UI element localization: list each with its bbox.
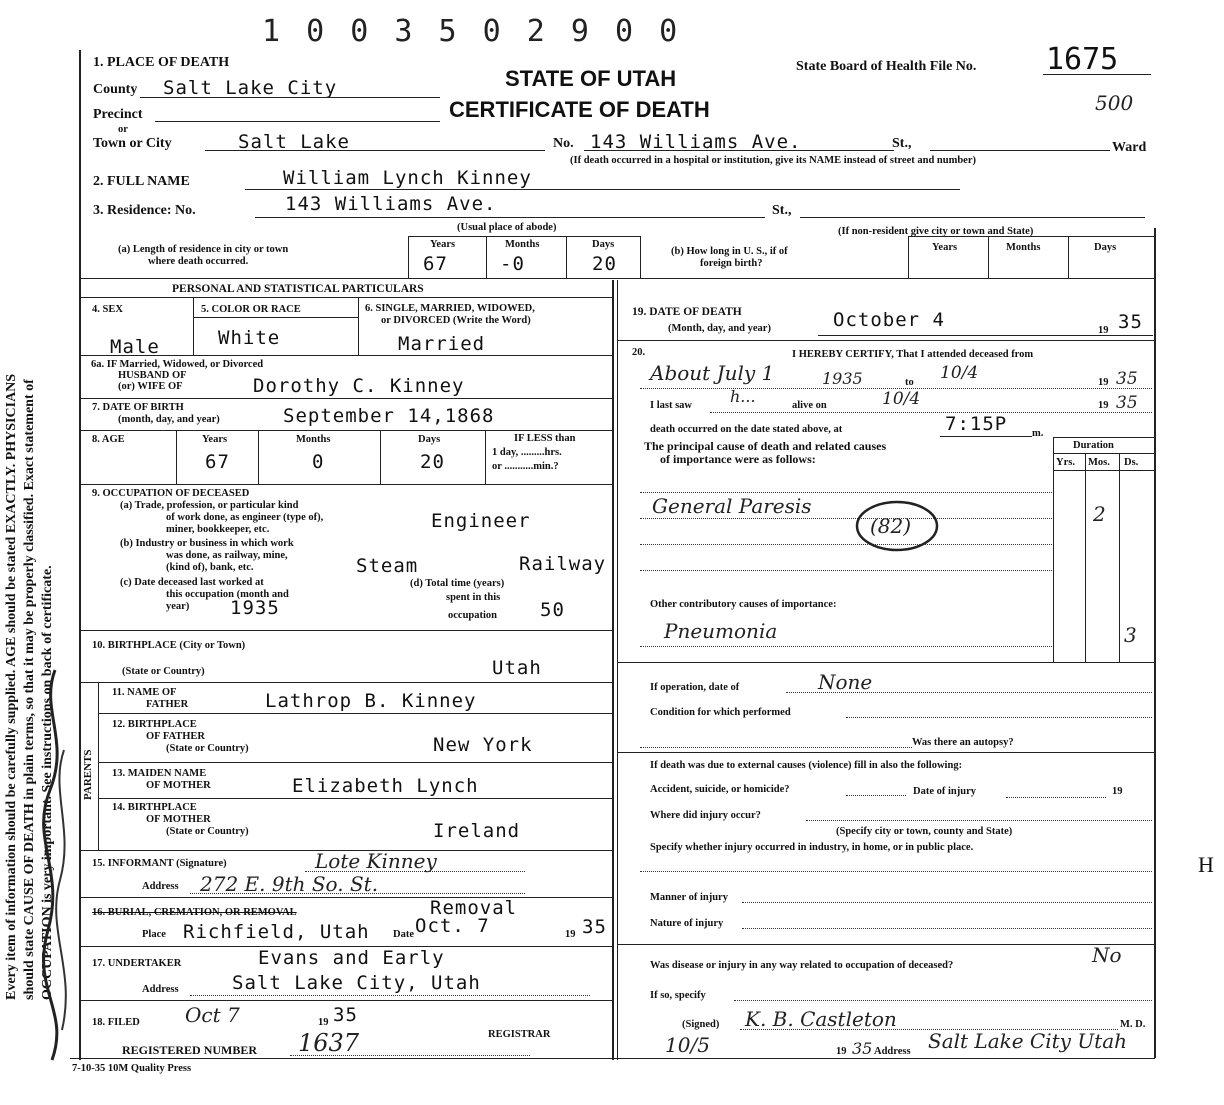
md-label: M. D. [1120, 1019, 1146, 1030]
residence-value: 143 Williams Ave. [285, 193, 497, 215]
parents-label: PARENTS [82, 749, 94, 800]
age-days-header: Days [418, 434, 441, 445]
cause-code: (82) [870, 514, 912, 538]
cert-text: I HEREBY CERTIFY, That I attended deceased from [792, 349, 1034, 360]
other-days: 3 [1124, 623, 1137, 647]
last-worked-value: 1935 [230, 597, 280, 619]
sex-value: Male [110, 336, 160, 358]
mbirth-label-c: (State or Country) [166, 826, 249, 837]
marital-label-a: 6. SINGLE, MARRIED, WIDOWED, [365, 303, 535, 314]
to-label: to [905, 377, 914, 388]
less-label-c: or ...........min.? [492, 461, 559, 472]
sidebar-instructions-1: Every item of information should be carefully supplied. AGE should be stated EXACTLY. PHYSICIANS [4, 373, 19, 1000]
title-certificate: CERTIFICATE OF DEATH [449, 97, 710, 122]
mother-value: Elizabeth Lynch [292, 775, 479, 797]
occ-c2: this occupation (month and [166, 589, 289, 600]
death-year-value: 35 [1118, 311, 1143, 333]
age-days: 20 [420, 451, 445, 473]
informant-signature: Lote Kinney [315, 849, 437, 873]
industry-a: Steam [356, 555, 419, 577]
occ-a3: miner, bookkeeper, etc. [166, 524, 270, 535]
cert-no: 20. [632, 347, 646, 358]
residence-label: 3. Residence: No. [93, 203, 196, 218]
spouse-label-b: HUSBAND OF [118, 370, 187, 381]
last-saw-value: h... [730, 387, 756, 406]
us-label-a: (b) How long in U. S., if of [671, 246, 788, 257]
full-name-label: 2. FULL NAME [93, 174, 190, 189]
occupation-value: Engineer [431, 510, 531, 532]
signed-label: (Signed) [682, 1019, 720, 1030]
res-months-header: Months [505, 239, 540, 250]
spouse-value: Dorothy C. Kinney [253, 375, 465, 397]
nature-label: Nature of injury [650, 918, 724, 929]
file-label: State Board of Health File No. [796, 59, 977, 74]
res-years: 67 [423, 253, 448, 275]
dob-value: September 14,1868 [283, 405, 495, 427]
occ-b1: (b) Industry or business in which work [120, 538, 294, 549]
external-label: If death was due to external causes (violence) fill in also the following: [650, 760, 963, 771]
occ-b2: was done, as railway, mine, [166, 550, 288, 561]
m-label: m. [1032, 428, 1044, 439]
occ-c1: (c) Date deceased last worked at [120, 577, 264, 588]
operation-label: If operation, date of [650, 682, 740, 693]
age-label: 8. AGE [92, 434, 125, 445]
undertaker-value: Evans and Early [258, 947, 445, 969]
informant-address: 272 E. 9th So. St. [200, 872, 379, 896]
to-year: 35 [1116, 369, 1138, 389]
margin-h: H [1198, 852, 1214, 877]
operation-value: None [818, 670, 873, 694]
signed-year-prefix: 19 [836, 1046, 847, 1057]
related-label: Was disease or injury in any way related to occupation of deceased? [650, 960, 954, 971]
undertaker-address-value: Salt Lake City, Utah [232, 972, 481, 994]
spouse-label-c: (or) WIFE OF [118, 381, 183, 392]
occ-d2: spent in this [446, 592, 501, 603]
undertaker-label: 17. UNDERTAKER [92, 958, 182, 969]
doctor-address: Salt Lake City Utah [928, 1029, 1128, 1053]
color-label: 5. COLOR OR RACE [201, 304, 301, 315]
dod-label-b: (Month, day, and year) [668, 323, 771, 334]
attended-from: About July 1 [650, 361, 775, 385]
burial-value: Removal [430, 897, 518, 919]
nonresident-note: (If non-resident give city or town and State) [838, 226, 1034, 237]
full-name-value: William Lynch Kinney [283, 167, 532, 189]
registered-number-label: REGISTERED NUMBER [122, 1043, 258, 1057]
occ-b3: (kind of), bank, etc. [166, 562, 254, 573]
duration-header: Duration [1073, 440, 1114, 451]
occupation-label: 9. OCCUPATION OF DECEASED [92, 488, 250, 499]
condition-label: Condition for which performed [650, 707, 791, 718]
personal-section-title: PERSONAL AND STATISTICAL PARTICULARS [172, 283, 424, 295]
file-number: 1675 [1046, 42, 1119, 77]
birthplace-label-a: 10. BIRTHPLACE (City or Town) [92, 640, 246, 651]
total-time-value: 50 [540, 599, 565, 621]
title-state: STATE OF UTAH [505, 66, 677, 91]
res-months: -0 [500, 253, 525, 275]
county-label: County [93, 82, 138, 97]
mother-label-a: 13. MAIDEN NAME [112, 768, 207, 779]
physician-signature: K. B. Castleton [745, 1007, 897, 1031]
fbirth-label-b: OF FATHER [146, 731, 206, 742]
burial-place-label: Place [142, 929, 166, 940]
cause-label-b: of importance were as follows: [660, 452, 816, 466]
fbirth-label-c: (State or Country) [166, 743, 249, 754]
occ-a2: of work done, as engineer (type of), [166, 512, 324, 523]
specify-label: If so, specify [650, 990, 706, 1001]
doctor-address-label: Address [874, 1046, 911, 1057]
town-value: Salt Lake [238, 131, 350, 153]
spouse-label-a: 6a. IF Married, Widowed, or Divorced [91, 359, 264, 370]
filed-year-value: 35 [333, 1004, 358, 1026]
specify-industry-label: Specify whether injury occurred in industry, in home, or in public place. [650, 842, 974, 853]
residence-st-label: St., [772, 203, 792, 218]
sex-label: 4. SEX [92, 304, 123, 315]
dur-yrs-header: Yrs. [1056, 457, 1075, 468]
res-days: 20 [592, 253, 617, 275]
manner-label: Manner of injury [650, 892, 728, 903]
cause-months: 2 [1093, 502, 1106, 526]
precinct-label: Precinct [93, 107, 143, 122]
mbirth-label-b: OF MOTHER [146, 814, 211, 825]
filed-year-prefix: 19 [318, 1017, 329, 1028]
us-label-b: foreign birth? [700, 258, 763, 269]
principal-cause: General Paresis [652, 494, 812, 518]
age-years: 67 [205, 451, 230, 473]
footer-imprint: 7-10-35 10M Quality Press [72, 1063, 192, 1074]
father-label-a: 11. NAME OF [112, 687, 177, 698]
registered-number-value: 1637 [298, 1029, 360, 1057]
birthplace-value: Utah [492, 657, 542, 679]
sidebar-instructions-2: should state CAUSE OF DEATH in plain terms, so that it may be properly classified. Exact statement of [22, 379, 37, 1000]
undertaker-address-label: Address [142, 984, 179, 995]
corner-note: 500 [1095, 91, 1134, 115]
from-year: 1935 [822, 369, 863, 388]
alive-year: 35 [1116, 393, 1138, 413]
less-label-a: IF LESS than [514, 433, 576, 444]
dod-label-a: 19. DATE OF DEATH [632, 306, 742, 318]
dob-label-b: (month, day, and year) [118, 414, 220, 425]
marital-label-b: or DIVORCED (Write the Word) [381, 315, 531, 326]
industry-b: Railway [519, 553, 607, 575]
injury-date-label: Date of injury [913, 786, 976, 797]
alive-on-value: 10/4 [882, 389, 921, 409]
signed-date: 10/5 [665, 1033, 710, 1057]
burial-place-value: Richfield, Utah [183, 921, 370, 943]
accident-label: Accident, suicide, or homicide? [650, 784, 790, 795]
hospital-note: (If death occurred in a hospital or institution, give its NAME instead of street and number) [570, 155, 977, 166]
dod-year-prefix: 19 [1098, 325, 1109, 336]
usual-abode-note: (Usual place of abode) [457, 222, 557, 233]
us-months-header: Months [1006, 242, 1041, 253]
father-value: Lathrop B. Kinney [265, 690, 477, 712]
burial-year-prefix: 19 [565, 929, 576, 940]
birthplace-label-b: (State or Country) [122, 666, 205, 677]
other-causes-label: Other contributory causes of importance: [650, 599, 837, 610]
signed-year: 35 [852, 1039, 873, 1058]
burial-year-value: 35 [582, 916, 607, 938]
fbirth-label-a: 12. BIRTHPLACE [112, 719, 197, 730]
occ-a1: (a) Trade, profession, or particular kind [120, 500, 299, 511]
alive-on-label: alive on [792, 400, 827, 411]
injury-year-prefix: 19 [1112, 786, 1123, 797]
margin-scribble-icon [30, 650, 80, 1070]
dur-mos-header: Mos. [1088, 457, 1110, 468]
county-value: Salt Lake City [163, 77, 338, 99]
filed-date: Oct 7 [185, 1003, 240, 1027]
date-of-death-value: October 4 [833, 309, 945, 331]
less-label-b: 1 day, .........hrs. [492, 447, 562, 458]
attended-to: 10/4 [940, 363, 979, 383]
autopsy-label: Was there an autopsy? [912, 737, 1014, 748]
informant-address-label: Address [142, 881, 179, 892]
specify-city-note: (Specify city or town, county and State) [836, 826, 1013, 837]
burial-date-value: Oct. 7 [415, 915, 490, 937]
address-no-label: No. [553, 136, 574, 151]
father-label-b: FATHER [146, 699, 189, 710]
mother-label-b: OF MOTHER [146, 780, 211, 791]
related-value: No [1092, 943, 1122, 967]
age-years-header: Years [202, 434, 228, 445]
marital-value: Married [398, 333, 486, 355]
address-value: 143 Williams Ave. [590, 131, 802, 153]
occ-d3: occupation [448, 610, 498, 621]
dur-ds-header: Ds. [1124, 457, 1139, 468]
or-label: or [118, 124, 128, 135]
ward-label: Ward [1112, 140, 1147, 155]
mother-birthplace-value: Ireland [433, 820, 521, 842]
town-label: Town or City [93, 136, 172, 151]
alive-year-prefix: 19 [1098, 400, 1109, 411]
registrar-label: REGISTRAR [488, 1029, 551, 1040]
sidebar-instructions-3: OCCUPATION is very important. See instructions on back of certificate. [40, 565, 55, 1000]
to-year-prefix: 19 [1098, 377, 1109, 388]
burial-label: 16. BURIAL, CREMATION, OR REMOVAL [92, 907, 297, 918]
occ-c3: year) [166, 601, 190, 612]
length-label-b: where death occurred. [148, 256, 249, 267]
us-days-header: Days [1094, 242, 1117, 253]
color-value: White [218, 327, 281, 349]
occ-d1: (d) Total time (years) [410, 578, 505, 589]
burial-date-label: Date [393, 929, 414, 940]
st-label: St., [892, 136, 912, 151]
age-months: 0 [312, 451, 325, 473]
other-cause: Pneumonia [664, 619, 778, 643]
res-years-header: Years [430, 239, 456, 250]
us-years-header: Years [932, 242, 958, 253]
age-months-header: Months [296, 434, 331, 445]
res-days-header: Days [592, 239, 615, 250]
last-saw-label: I last saw [650, 400, 693, 411]
place-heading: 1. PLACE OF DEATH [93, 55, 230, 70]
stamp-number: 1 0 0 3 5 0 2 9 0 0 [262, 14, 682, 49]
cause-label-a: The principal cause of death and related causes [644, 439, 887, 453]
occurred-label: death occurred on the date stated above, at [650, 424, 843, 435]
informant-label: 15. INFORMANT (Signature) [92, 858, 227, 869]
dob-label-a: 7. DATE OF BIRTH [92, 402, 184, 413]
mbirth-label-a: 14. BIRTHPLACE [112, 802, 197, 813]
where-label: Where did injury occur? [650, 810, 761, 821]
time-value: 7:15P [945, 413, 1008, 435]
length-label-a: (a) Length of residence in city or town [118, 244, 289, 255]
filed-label: 18. FILED [92, 1017, 140, 1028]
father-birthplace-value: New York [433, 734, 533, 756]
